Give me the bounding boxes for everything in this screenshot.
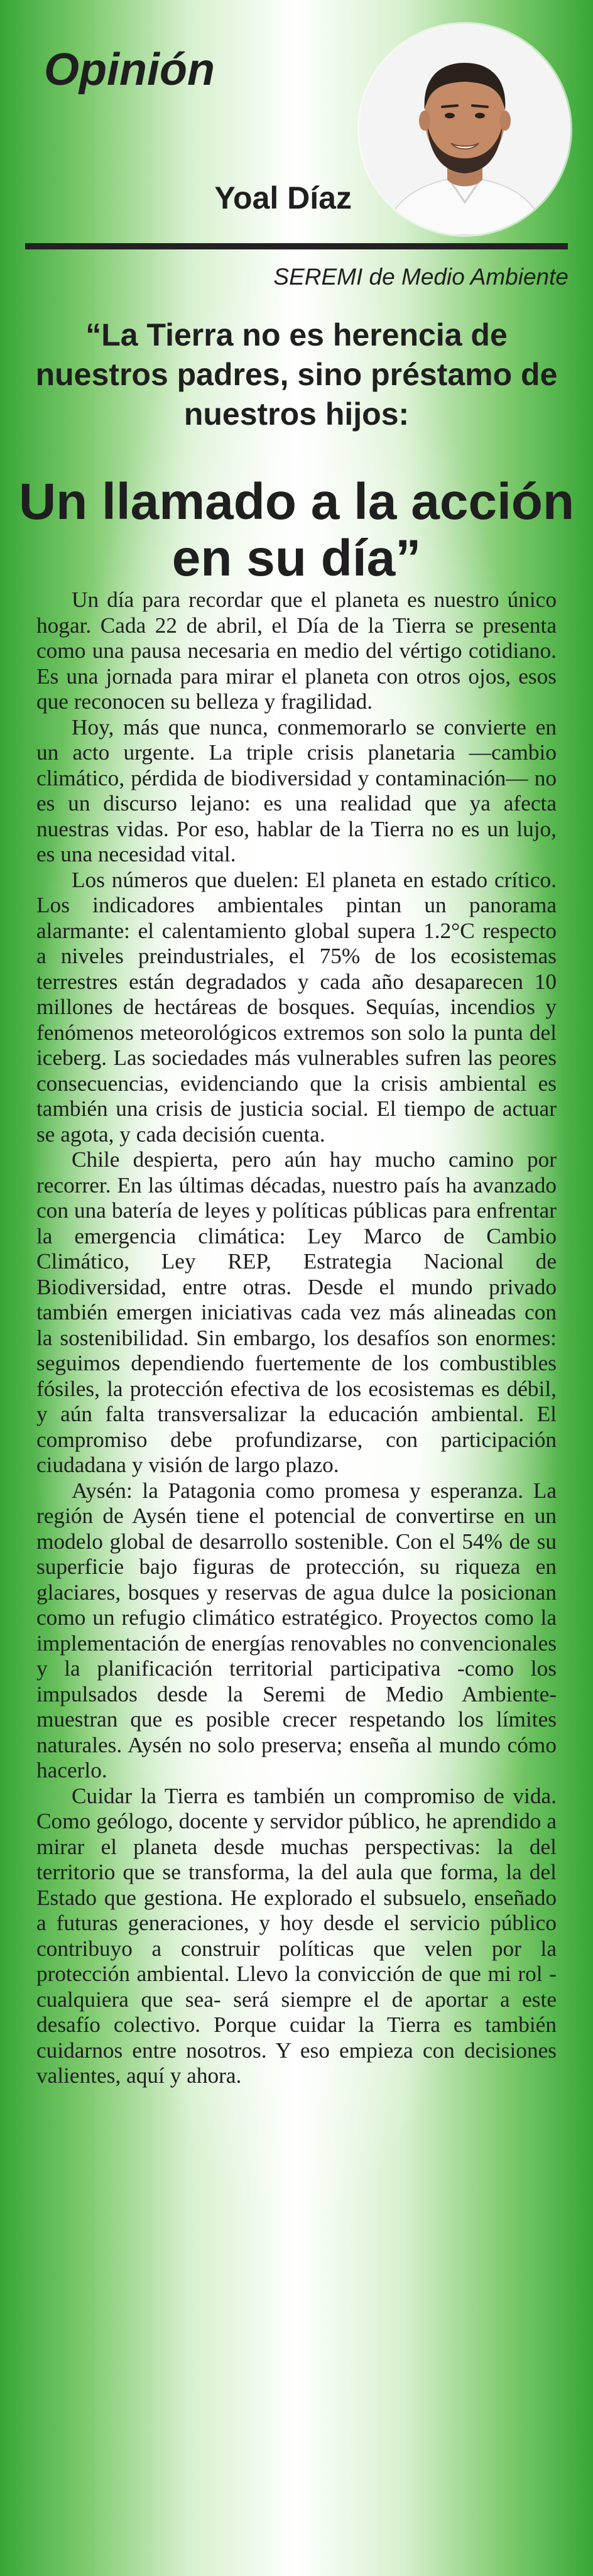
article-paragraph: Cuidar la Tierra es también un compromiso de vida. Como geólogo, docente y servidor público, he aprendido a mirar el planeta desde muchas perspectivas: la del territorio que se transforma, la del aula que forma, la del Estado que gestiona. He explorado el subsuelo, enseñado a futuras generaciones, y hoy desde el servicio público contribuyo a construir políticas que velen por la protección ambiental. Llevo la convicción de que mi rol -cualquiera que sea- será siempre el de aportar a este desafío colectivo. Porque cuidar la Tierra es también cuidarnos entre nosotros. Y eso empieza con decisiones valientes, aquí y ahora. (36, 1783, 557, 2088)
section-label: Opinión (44, 45, 215, 95)
author-name: Yoal Díaz (214, 180, 352, 216)
article-paragraph: Los números que duelen: El planeta en estado crítico. Los indicadores ambientales pintan un panorama alarmante: el calentamiento global supera 1.2°C respecto a niveles preindustriales, el 75% de los ecosistemas terrestres están degradados y cada año desaparecen 10 millones de hectáreas de bosques. Sequías, incendios y fenómenos meteorológicos extremos son solo la punta del iceberg. Las sociedades más vulnerables sufren las peores consecuencias, evidenciando que la crisis ambiental es también una crisis de justicia social. El tiempo de actuar se agota, y cada decisión cuenta. (36, 867, 557, 1147)
headline-line: en su día” (171, 530, 422, 587)
article-paragraph: Hoy, más que nunca, conmemorarlo se convierte en un acto urgente. La triple crisis planetaria —cambio climático, pérdida de biodiversidad y contaminación— no es un discurso lejano: es una realidad que ya afecta nuestras vidas. Por eso, hablar de la Tierra no es un lujo, es una necesidad vital. (36, 714, 557, 866)
author-role: SEREMI de Medio Ambiente (273, 264, 569, 290)
article-paragraph: Un día para recordar que el planeta es nuestro único hogar. Cada 22 de abril, el Día de la Tierra se presenta como una pausa necesaria en medio del vértigo cotidiano. Es una jornada para mirar el planeta con otros ojos, esos que reconocen su belleza y fragilidad. (36, 587, 557, 714)
divider-rule (25, 243, 568, 249)
quote-line: “La Tierra no es herencia de (85, 317, 508, 352)
headline-line: Un llamado a la acción (18, 473, 575, 530)
headline (13, 474, 580, 587)
quote-line: nuestros padres, sino préstamo de (35, 357, 558, 392)
article-paragraph: Aysén: la Patagonia como promesa y esperanza. La región de Aysén tiene el potencial de convertirse en un modelo global de desarrollo sostenible. Con el 54% de su superficie bajo figuras de protección, su riqueza en glaciares, bosques y reservas de agua dulce la posicionan como un refugio climático estratégico. Proyectos como la implementación de energías renovables no convencionales y la planificación territorial participativa -como los impulsados desde la Seremi de Medio Ambiente- muestran que es posible crecer respetando los límites naturales. Aysén no solo preserva; enseña al mundo cómo hacerlo. (36, 1478, 557, 1782)
quote-line: nuestros hijos: (183, 396, 410, 432)
author-portrait-icon (359, 24, 570, 235)
article-body (36, 587, 557, 2089)
author-photo (359, 24, 570, 235)
article-paragraph: Chile despierta, pero aún hay mucho camino por recorrer. En las últimas décadas, nuestro país ha avanzado con una batería de leyes y políticas públicas para enfrentar la emergencia climática: Ley Marco de Cambio Climático, Ley REP, Estrategia Nacional de Biodiversidad, entre otras. Desde el mundo privado también emergen iniciativas cada vez más alineadas con la sostenibilidad. Sin embargo, los desafíos son enormes: seguimos dependiendo fuertemente de los combustibles fósiles, la protección efectiva de los ecosistemas es débil, y aún falta transversalizar la educación ambiental. El compromiso debe profundizarse, con participación ciudadana y visión de largo plazo. (36, 1147, 557, 1477)
quote-heading (19, 315, 574, 434)
